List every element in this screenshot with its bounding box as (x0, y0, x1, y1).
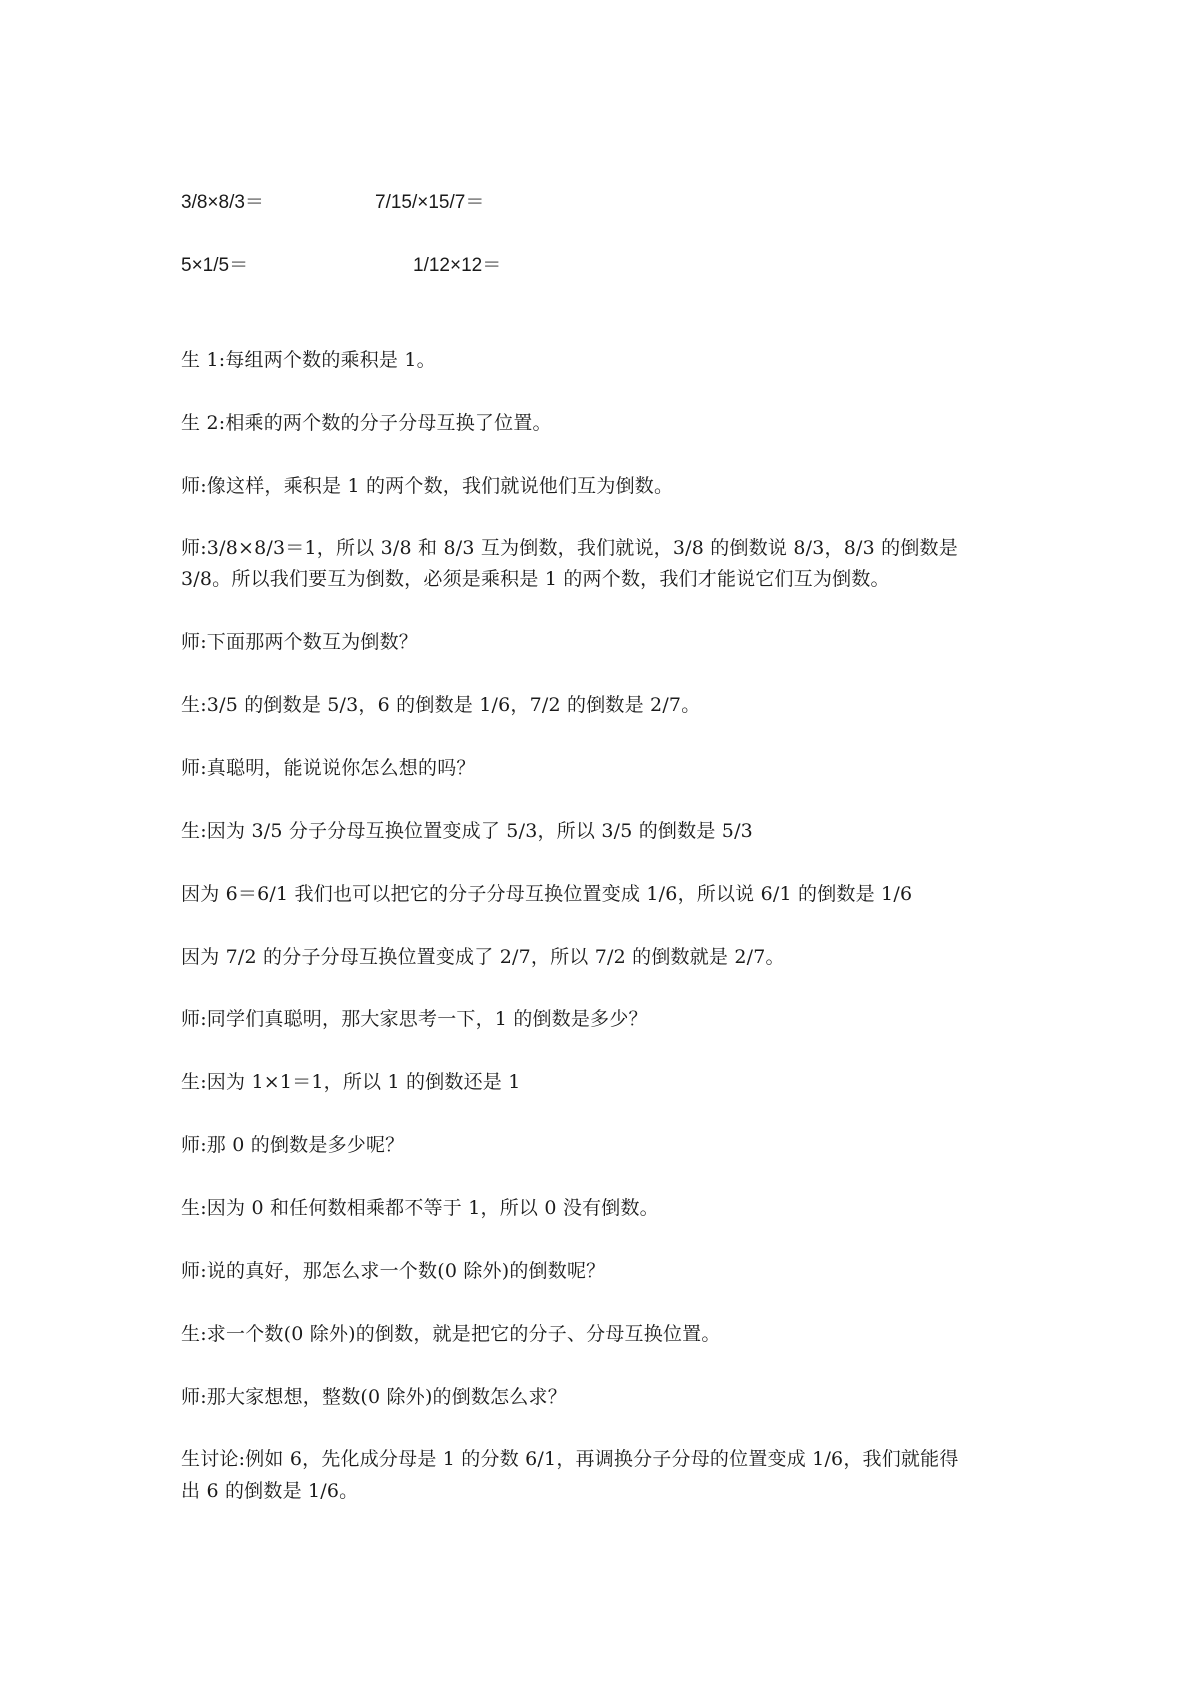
equation-2-left: 5×1/5＝ (181, 255, 249, 276)
equation-2-right: 1/12×12＝ (413, 255, 502, 276)
paragraph-line: 生 1:每组两个数的乘积是 1。 (181, 349, 436, 371)
paragraph-line: 3/8。所以我们要互为倒数，必须是乘积是 1 的两个数，我们才能说它们互为倒数。 (181, 568, 890, 590)
paragraph-line: 因为 6＝6/1 我们也可以把它的分子分母互换位置变成 1/6，所以说 6/1 的倒数是 1/6 (181, 883, 913, 905)
paragraph-line: 因为 7/2 的分子分母互换位置变成了 2/7，所以 7/2 的倒数就是 2/7。 (181, 946, 785, 968)
paragraph-line: 生讨论:例如 6，先化成分母是 1 的分数 6/1，再调换分子分母的位置变成 1/6，我们就能得 (181, 1448, 959, 1470)
equation-1-left: 3/8×8/3＝ (181, 192, 264, 213)
paragraph-line: 师:同学们真聪明，那大家思考一下，1 的倒数是多少？ (181, 1008, 648, 1030)
paragraph-line: 出 6 的倒数是 1/6。 (181, 1480, 359, 1502)
paragraph-line: 生:因为 0 和任何数相乘都不等于 1，所以 0 没有倒数。 (181, 1197, 659, 1219)
paragraph-line: 生 2:相乘的两个数的分子分母互换了位置。 (181, 412, 552, 434)
equation-1-right: 7/15/×15/7＝ (375, 192, 485, 213)
paragraph-line: 师:说的真好，那怎么求一个数(0 除外)的倒数呢？ (181, 1260, 606, 1282)
paragraph-line: 生:求一个数(0 除外)的倒数，就是把它的分子、分母互换位置。 (181, 1323, 721, 1345)
paragraph-line: 生:因为 1×1＝1，所以 1 的倒数还是 1 (181, 1071, 521, 1093)
paragraph-line: 生:因为 3/5 分子分母互换位置变成了 5/3，所以 3/5 的倒数是 5/3 (181, 820, 753, 842)
paragraph-line: 师:那大家想想，整数(0 除外)的倒数怎么求？ (181, 1386, 567, 1408)
paragraph-line: 师:那 0 的倒数是多少呢？ (181, 1134, 405, 1156)
paragraph-line: 师:下面那两个数互为倒数？ (181, 631, 419, 653)
paragraph-line: 师:3/8×8/3＝1，所以 3/8 和 8/3 互为倒数，我们就说，3/8 的倒数说 8/3，8/3 的倒数是 (181, 537, 958, 559)
paragraph-line: 师:像这样，乘积是 1 的两个数，我们就说他们互为倒数。 (181, 475, 674, 497)
paragraph-line: 生:3/5 的倒数是 5/3，6 的倒数是 1/6，7/2 的倒数是 2/7。 (181, 694, 701, 716)
paragraph-line: 师:真聪明，能说说你怎么想的吗？ (181, 757, 476, 779)
